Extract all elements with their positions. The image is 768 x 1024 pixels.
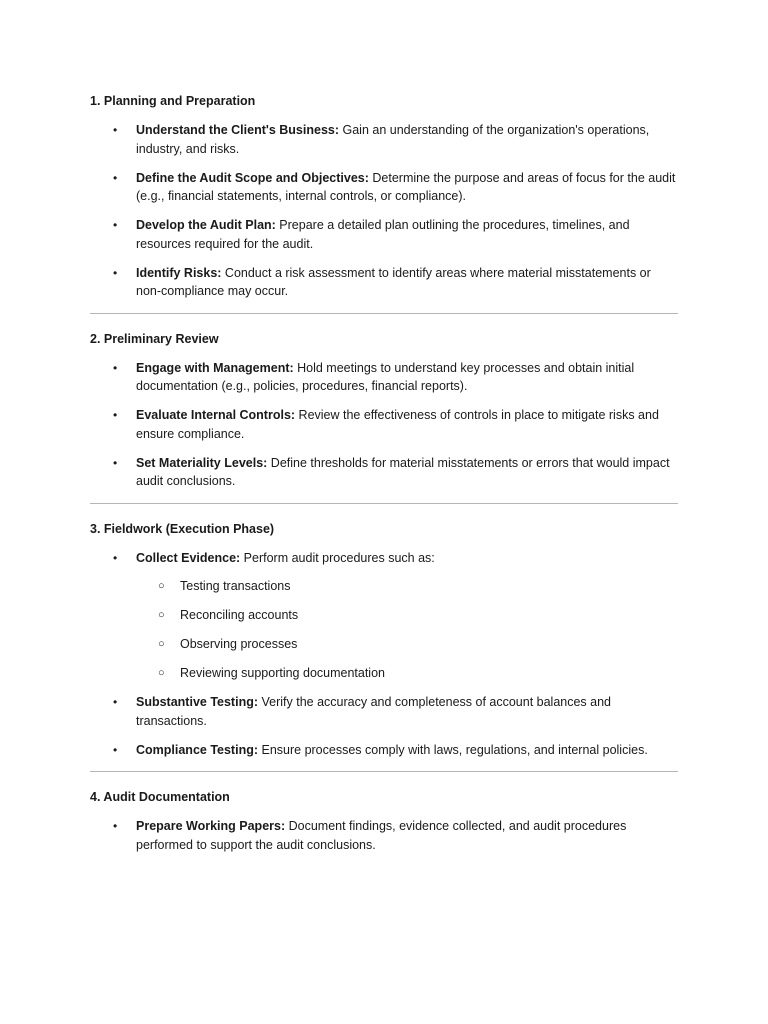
bullet-icon: • — [113, 819, 118, 833]
item-text: Review the effectiveness of controls in place to mitigate risks and ensure compliance. — [136, 408, 659, 441]
sub-item-text: Observing processes — [180, 637, 298, 651]
list-item — [90, 817, 678, 854]
list-item — [90, 406, 678, 443]
sub-list-item — [136, 664, 678, 683]
section-preliminary-review — [90, 330, 678, 491]
bullet-icon: • — [113, 170, 118, 185]
section-planning-and-preparation — [90, 92, 678, 301]
list-item — [90, 454, 678, 491]
list-item — [90, 359, 678, 396]
bullet-icon: • — [113, 742, 118, 757]
sub-item-text: Testing transactions — [180, 579, 291, 593]
section-divider — [90, 503, 678, 504]
item-term: Set Materiality Levels: — [136, 455, 268, 470]
section-title: 3. Fieldwork (Execution Phase) — [90, 521, 275, 536]
item-term: Compliance Testing: — [136, 742, 259, 757]
item-text: Perform audit procedures such as: — [240, 550, 435, 565]
bullet-icon: • — [113, 360, 118, 375]
item-term: Prepare Working Papers: — [136, 819, 286, 833]
section-title: 1. Planning and Preparation — [90, 94, 256, 108]
section-title: 2. Preliminary Review — [90, 331, 219, 346]
bullet-icon: • — [113, 695, 118, 709]
item-term: Understand the Client's Business: — [136, 123, 340, 137]
item-text: Define thresholds for material misstatements or errors that would impact audit conclusions. — [136, 455, 670, 488]
list-item — [90, 121, 678, 158]
sub-list-item — [136, 635, 678, 654]
section-title: 4. Audit Documentation — [90, 790, 230, 804]
section-divider — [90, 313, 678, 314]
bullet-list — [90, 549, 678, 760]
item-term: Engage with Management: — [136, 360, 294, 375]
sub-list-item — [136, 577, 678, 596]
item-term: Collect Evidence: — [136, 550, 241, 565]
item-term: Develop the Audit Plan: — [136, 218, 276, 232]
circle-bullet-icon: ○ — [158, 638, 165, 650]
sub-bullet-list — [136, 577, 678, 683]
sub-item-text: Reconciling accounts — [180, 608, 299, 622]
circle-bullet-icon: ○ — [158, 580, 165, 592]
item-term: Define the Audit Scope and Objectives: — [136, 170, 369, 185]
section-fieldwork — [90, 520, 678, 760]
section-audit-documentation — [90, 788, 678, 854]
item-term: Identify Risks: — [136, 265, 222, 280]
bullet-icon: • — [113, 218, 118, 232]
list-item — [90, 693, 678, 730]
item-text: Document findings, evidence collected, and audit procedures performed to support the audit conclusions. — [136, 819, 627, 852]
bullet-icon: • — [113, 550, 118, 565]
circle-bullet-icon: ○ — [158, 667, 165, 679]
item-text: Determine the purpose and areas of focus for the audit (e.g., financial statements, internal controls, or compliance). — [136, 170, 676, 203]
list-item — [90, 549, 678, 683]
item-text: Verify the accuracy and completeness of account balances and transactions. — [136, 695, 612, 728]
item-text: Prepare a detailed plan outlining the procedures, timelines, and resources required for the audit. — [136, 218, 630, 251]
section-divider — [90, 771, 678, 772]
item-text: Conduct a risk assessment to identify areas where material misstatements or non-compliance may occur. — [136, 265, 651, 298]
sub-item-text: Reviewing supporting documentation — [180, 666, 385, 680]
sub-list-item — [136, 606, 678, 625]
list-item — [90, 264, 678, 301]
bullet-icon: • — [113, 123, 118, 137]
bullet-icon: • — [113, 265, 118, 280]
circle-bullet-icon: ○ — [158, 609, 165, 621]
bullet-icon: • — [113, 455, 118, 470]
item-text: Hold meetings to understand key processes and obtain initial documentation (e.g., policies, procedures, financial reports). — [136, 360, 635, 393]
item-term: Substantive Testing: — [136, 695, 259, 709]
bullet-list — [90, 817, 678, 854]
list-item — [90, 741, 678, 760]
item-text: Ensure processes comply with laws, regulations, and internal policies. — [258, 742, 648, 757]
bullet-icon: • — [113, 408, 118, 422]
item-term: Evaluate Internal Controls: — [136, 408, 296, 422]
bullet-list — [90, 121, 678, 301]
list-item — [90, 169, 678, 206]
item-text: Gain an understanding of the organization's operations, industry, and risks. — [136, 123, 650, 156]
list-item — [90, 216, 678, 253]
document-page — [90, 92, 678, 865]
bullet-list — [90, 359, 678, 491]
